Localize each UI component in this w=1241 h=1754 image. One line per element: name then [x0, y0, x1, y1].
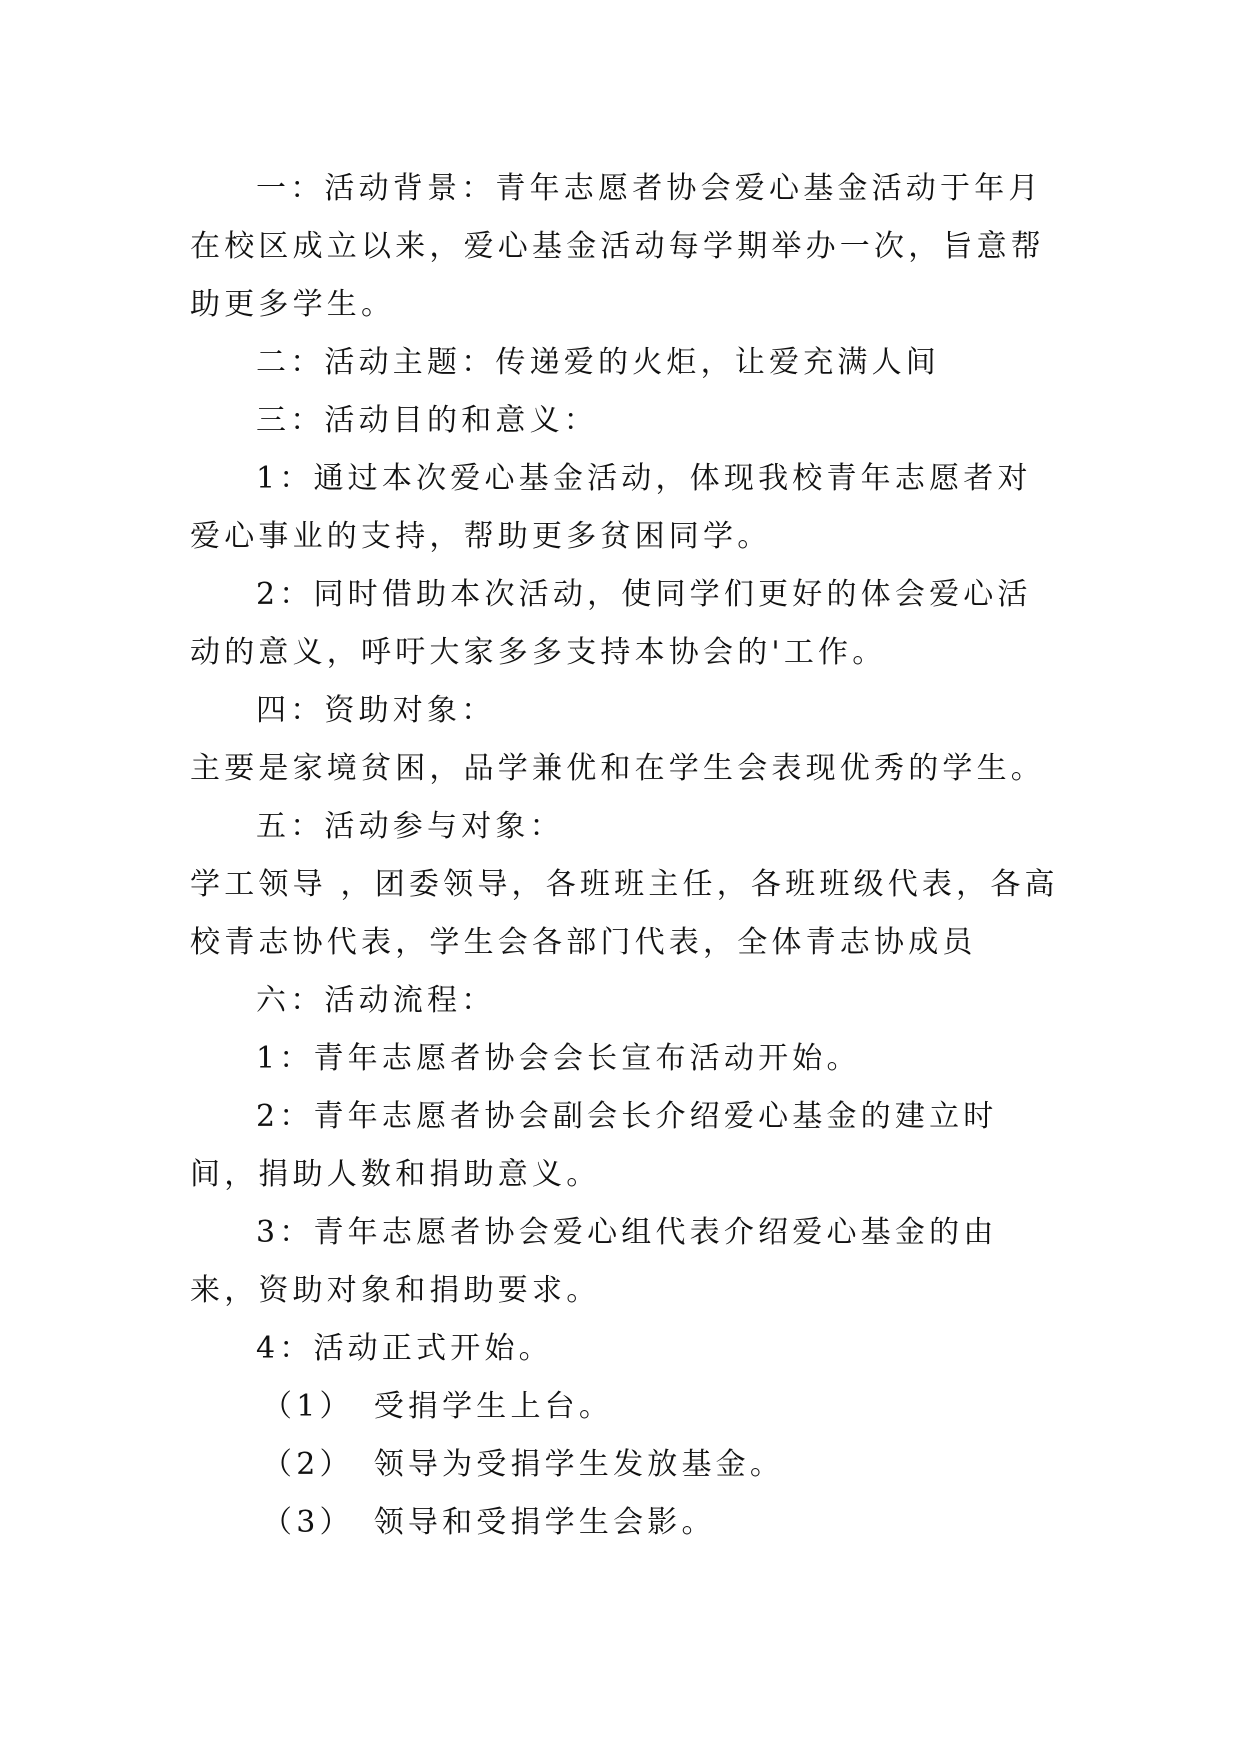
paragraph-purpose-2: 2：同时借助本次活动，使同学们更好的体会爱心活动的意义，呼吁大家多多支持本协会的'工作。	[190, 577, 1032, 670]
step-number: （3）	[262, 1505, 354, 1540]
heading-process: 六：活动流程：	[256, 983, 496, 1018]
paragraph-process-1: 1：青年志愿者协会会长宣布活动开始。	[256, 1041, 861, 1076]
step-item-2	[190, 1436, 1060, 1494]
step-number: （1）	[262, 1389, 354, 1424]
paragraph-participants: 学工领导 ，团委领导，各班班主任，各班班级代表，各高校青志协代表，学生会各部门代表，全体青志协成员	[190, 867, 1059, 960]
step-text: 受捐学生上台。	[373, 1389, 614, 1424]
paragraph-background: 一：活动背景：青年志愿者协会爱心基金活动于年月在校区成立以来，爱心基金活动每学期举办一次，旨意帮助更多学生。	[190, 171, 1045, 322]
step-item-1	[190, 1378, 1060, 1436]
heading-participants: 五：活动参与对象：	[256, 809, 564, 844]
heading-beneficiaries: 四：资助对象：	[256, 693, 496, 728]
step-text: 领导为受捐学生发放基金。	[373, 1447, 785, 1482]
paragraph-purpose-1: 1：通过本次爱心基金活动，体现我校青年志愿者对爱心事业的支持，帮助更多贫困同学。	[190, 461, 1032, 554]
step-number: （2）	[262, 1447, 354, 1482]
paragraph-process-2: 2：青年志愿者协会副会长介绍爱心基金的建立时间，捐助人数和捐助意义。	[190, 1099, 998, 1192]
paragraph-process-3: 3：青年志愿者协会爱心组代表介绍爱心基金的由来，资助对象和捐助要求。	[190, 1215, 998, 1308]
paragraph-process-4: 4：活动正式开始。	[256, 1331, 553, 1366]
step-text: 领导和受捐学生会影。	[373, 1505, 716, 1540]
paragraph-beneficiaries: 主要是家境贫困，品学兼优和在学生会表现优秀的学生。	[190, 751, 1045, 786]
heading-purpose: 三：活动目的和意义：	[256, 403, 598, 438]
paragraph-theme: 二：活动主题：传递爱的火炬，让爱充满人间	[256, 345, 940, 380]
document-body	[190, 160, 1060, 1552]
step-item-3	[190, 1494, 1060, 1552]
